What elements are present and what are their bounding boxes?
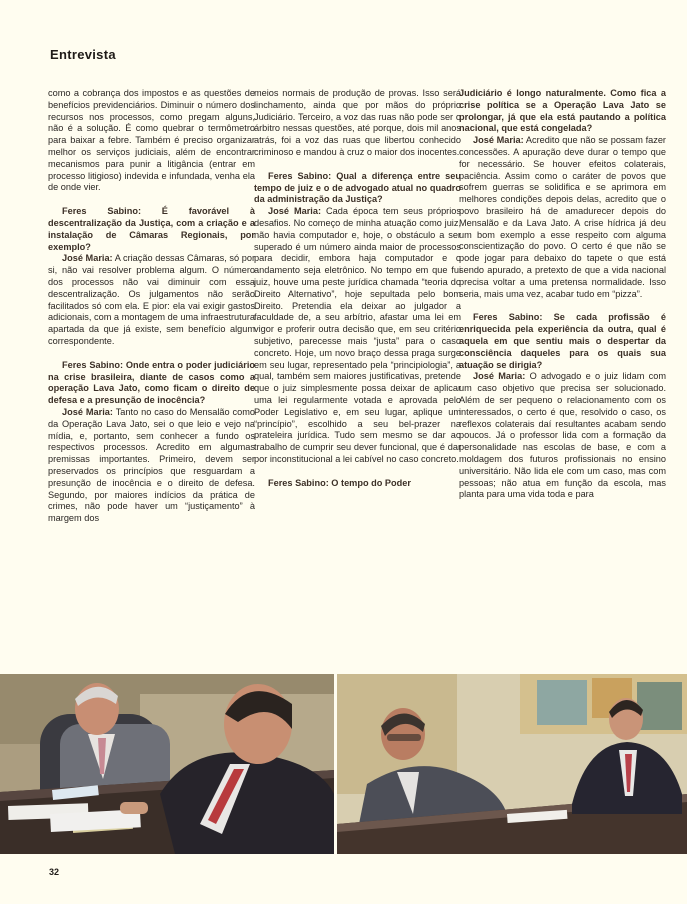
interview-answer [48,407,255,525]
answer-text: meios normais de produção de provas. Isso será linchamento, ainda que por mãos do próprio Judiciário. Terceiro, a voz das ruas não pode ser o árbitro nessas questões, até porque, dois mil anos atrás, foi a voz das ruas que libertou conhecido criminoso e mandou à cruz o maior dos inocentes. [254,88,461,157]
section-title: Entrevista [50,47,116,62]
speaker-label: José Maria: [62,253,113,264]
interview-question: Feres Sabino: Se cada profissão é enriquecida pela experiência da outra, qual é aquela em que sentiu mais o despertar da consciência daqueles para os quais sua atuação se dirigia? [459,312,666,370]
interview-answer [48,253,255,347]
speaker-label: José Maria: [62,406,113,417]
answer-text: O advogado e o juiz lidam com um caso objetivo que precisa ser solucionado. Além de ser pequeno o relacionamento com os interessados, o certo é que, resolvido o caso, os reflexos colaterais daí resultantes acabam sendo poucos. Já o professor lida com a formação da personalidade nas escolas de base, e com a moldagem dos futuros profissionais no ensino universitário. Não lida ele com um caso, mas com pessoas; não atua em função da escola, mas planta para uma vida toda e para [459,371,667,500]
interview-answer [254,88,461,159]
text-column-3 [459,88,666,501]
interview-answer [459,371,666,501]
interview-answer [48,88,255,194]
page-number: 32 [49,867,60,877]
interview-illustration-right [337,674,687,854]
answer-text: como a cobrança dos impostos e as questões de benefícios previdenciários. Diminuir o número dos recursos nos processos, como pregam alguns, não é a solução. É como quebrar o termômetro para baixar a febre. Também é preciso organizar melhor os serviços judiciais, além de encontrar mecanismos para punir a litigância (entrar em processo litigioso) indevida e infundada, venha ela de onde vier. [48,88,255,193]
answer-text: Acredito que não se possam fazer concessões. A apuração deve durar o tempo que for necessário. Se houver efeitos colaterais, paciência. Assim como o caráter de povos que sofrem guerras se solidifica e se aprimora em melhores condições depois delas, acredito que o povo brasileiro há de amadurecer depois do Mensalão e da Lava Jato. A crise hídrica já deu um bom exemplo a esse respeito com alguma conscientização do povo. O certo é que não se pode jogar para debaixo do tapete o que está sendo apurado, a pretexto de que a vida nacional precisa voltar a uma pretensa normalidade. Isso seria, mais uma vez, acabar tudo em “pizza”. [459,135,666,299]
speaker-label: José Maria: [268,206,322,217]
interview-illustration-left [0,674,334,854]
interview-photo-right [337,674,687,854]
interview-question: Feres Sabino: Onde entra o poder judiciário na crise brasileira, diante de casos como a operação Lava Jato, como ficam o direito de defesa e a presunção de inocência? [48,359,255,406]
text-column-2 [254,88,461,490]
interview-question: Feres Sabino: O tempo do Poder [268,477,411,488]
interview-photo-left [0,674,334,854]
interview-question: Judiciário é longo naturalmente. Como fica a crise política se a Operação Lava Jato se prolongar, já que ela está pautando a política nacional, que está congelada? [459,88,666,134]
interview-question: Feres Sabino: Qual a diferença entre seu tempo de juiz e o de advogado atual no quadro da administração da Justiça? [254,170,461,205]
interview-question: Feres Sabino: É favorável à descentralização da Justiça, com a criação e a instalação de Câmaras Regionais, por exemplo? [48,206,255,252]
text-column-1 [48,88,255,525]
interview-answer [459,135,666,300]
speaker-label: José Maria: [473,371,526,382]
interview-answer [254,206,461,466]
answer-text: A criação dessas Câmaras, só por si, não vai resolver problema algum. O número dos processos não vai diminuir com essa descentralização. Os julgamentos não serão facilitados só com ela. E pior: ela vai exigir gastos adicionais, com a montagem de uma infraestrutura apartada da que já existe, sem benefício algum correspondente. [48,253,256,346]
answer-text: Tanto no caso do Mensalão como da Operação Lava Jato, sei o que leio e vejo na mídia, e, portanto, sem conhecer a fundo os respectivos processos. Acredito em algumas premissas importantes. Primeiro, devem ser preservados os princípios que resguardam a presunção de inocência e o direito de defesa. Segundo, por maiores indícios da prática de crimes, não pode haver um “justiçamento” à margem dos [48,406,256,524]
answer-text: Cada época tem seus próprios desafios. No começo de minha atuação como juiz, não havia computador e, hoje, o obstáculo a ser superado é um número ainda maior de processos para decidir, embora haja computador e o andamento seja eletrônico. No tempo em que fui juiz, houve uma peste jurídica chamada “teoria do Direito Alternativo”, hoje sepultada pelo bom Direito. Pretendia ela deixar ao julgador a faculdade de, a seu arbítrio, afastar uma lei em vigor e proferir outra decisão que, em seu critério subjetivo, parecesse mais “justa” para o caso concreto. Hoje, um novo braço dessa praga surge em seu lugar, representado pela “principiologia”, a qual, também sem maiores justificativas, pretende que o juiz simplesmente possa deixar de aplicar uma lei regularmente votada e aprovada pelo Poder Legislativo e, em seu lugar, aplique um “princípio”, escolhido a seu bel-prazer na prateleira jurídica. Tudo sem mesmo se dar ao trabalho de cumprir seu dever funcional, que é dar por inconstitucional a lei cabível no caso concreto. [254,206,461,464]
speaker-label: José Maria: [473,135,524,146]
